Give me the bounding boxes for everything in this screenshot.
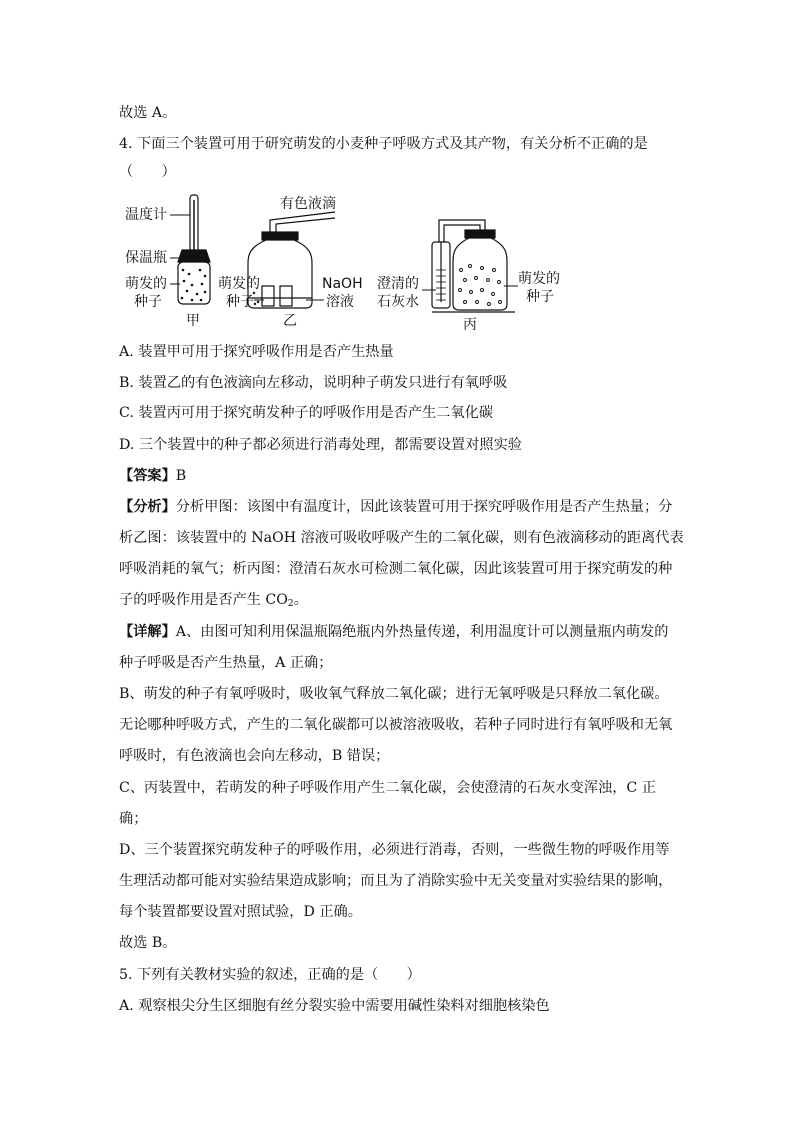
label-bing: 丙 — [463, 317, 477, 333]
detail-line-2: 种子呼吸是否产生热量，A 正确； — [119, 655, 333, 671]
detail-line-6: C、丙装置中，若萌发的种子呼吸作用产生二氧化碳，会使澄清的石灰水变浑浊，C 正 — [119, 780, 656, 796]
option-b: B. 装置乙的有色液滴向左移动，说明种子萌发只进行有氧呼吸 — [119, 375, 508, 391]
label-seed-b-1: 萌发的 — [218, 276, 260, 292]
detail-label: 【详解】 — [119, 624, 176, 640]
label-flask: 保温瓶 — [125, 250, 167, 266]
option-c: C. 装置丙可用于探究萌发种子的呼吸作用是否产生二氧化碳 — [119, 405, 494, 421]
analysis-text-1: 分析甲图：该图中有温度计，因此该装置可用于探究呼吸作用是否产生热量；分 — [175, 499, 673, 515]
option-a: A. 装置甲可用于探究呼吸作用是否产生热量 — [119, 344, 394, 360]
analysis-label: 【分析】 — [119, 499, 176, 515]
detail-text-1: A、由图可知利用保温瓶隔绝瓶内外热量传递，利用温度计可以测量瓶内萌发的 — [175, 624, 669, 640]
label-seed-b-2: 种子 — [226, 294, 254, 310]
analysis-line-1 — [119, 497, 679, 517]
analysis-text-4: 子的呼吸作用是否产生 CO — [119, 592, 288, 608]
detail-line-4: 无论哪种呼吸方式，产生的二氧化碳都可以被溶液吸收，若种子同时进行有氧呼吸和无氧 — [119, 717, 673, 733]
detail-line-10: 每个装置都要设置对照试验，D 正确。 — [119, 904, 362, 920]
label-seed-a-2: 种子 — [134, 294, 162, 310]
question-4-bracket: （ ） — [119, 164, 176, 180]
option-d: D. 三个装置中的种子都必须进行消毒处理，都需要设置对照实验 — [119, 437, 522, 453]
question-5-stem: 5. 下列有关教材实验的叙述，正确的是（ ） — [119, 967, 421, 983]
label-naoh-1: NaOH — [322, 276, 363, 292]
answer-label: 【答案】 — [119, 468, 176, 484]
device-bing — [432, 220, 515, 312]
detail-line-5: 呼吸时，有色液滴也会向左移动，B 错误； — [119, 748, 390, 764]
label-limewater-1: 澄清的 — [377, 276, 419, 292]
analysis-line-2: 析乙图：该装置中的 NaOH 溶液可吸收呼吸产生的二氧化碳，则有色液滴移动的距离代表 — [119, 530, 684, 546]
analysis-text-4-end: 。 — [293, 592, 308, 608]
apparatus-figure — [120, 190, 580, 340]
label-limewater-2: 石灰水 — [377, 294, 419, 310]
label-thermometer: 温度计 — [125, 207, 167, 223]
previous-conclusion: 故选 A。 — [119, 105, 177, 121]
detail-line-7: 确； — [119, 811, 148, 827]
device-jia — [178, 195, 210, 304]
detail-line-3: B、萌发的种子有氧呼吸时，吸收氧气释放二氧化碳；进行无氧呼吸是只释放二氧化碳。 — [119, 686, 669, 702]
label-seed-c-2: 种子 — [526, 289, 554, 305]
co2-subscript: 2 — [287, 599, 294, 609]
label-seed-a-1: 萌发的 — [125, 276, 167, 292]
answer-value: B — [175, 468, 187, 484]
label-seed-c-1: 萌发的 — [518, 271, 560, 287]
question-4-stem: 4. 下面三个装置可用于研究萌发的小麦种子呼吸方式及其产物，有关分析不正确的是 — [119, 136, 648, 152]
label-jia: 甲 — [186, 313, 200, 329]
detail-line-9: 生理活动都可能对实验结果造成影响；而且为了消除实验中无关变量对实验结果的影响， — [119, 873, 673, 889]
answer-line — [119, 466, 679, 486]
label-naoh-2: 溶液 — [326, 294, 354, 310]
label-colored-drop: 有色液滴 — [280, 196, 336, 212]
label-yi: 乙 — [283, 313, 297, 329]
question-5-option-a: A. 观察根尖分生区细胞有丝分裂实验中需要用碱性染料对细胞核染色 — [119, 998, 550, 1014]
device-yi — [248, 212, 335, 308]
analysis-line-4 — [119, 590, 679, 610]
conclusion: 故选 B。 — [119, 935, 177, 951]
detail-line-1 — [119, 622, 679, 642]
detail-line-8: D、三个装置探究萌发种子的呼吸作用，必须进行消毒，否则，一些微生物的呼吸作用等 — [119, 842, 670, 858]
analysis-line-3: 呼吸消耗的氧气；析丙图：澄清石灰水可检测二氧化碳，因此该装置可用于探究萌发的种 — [119, 561, 673, 577]
